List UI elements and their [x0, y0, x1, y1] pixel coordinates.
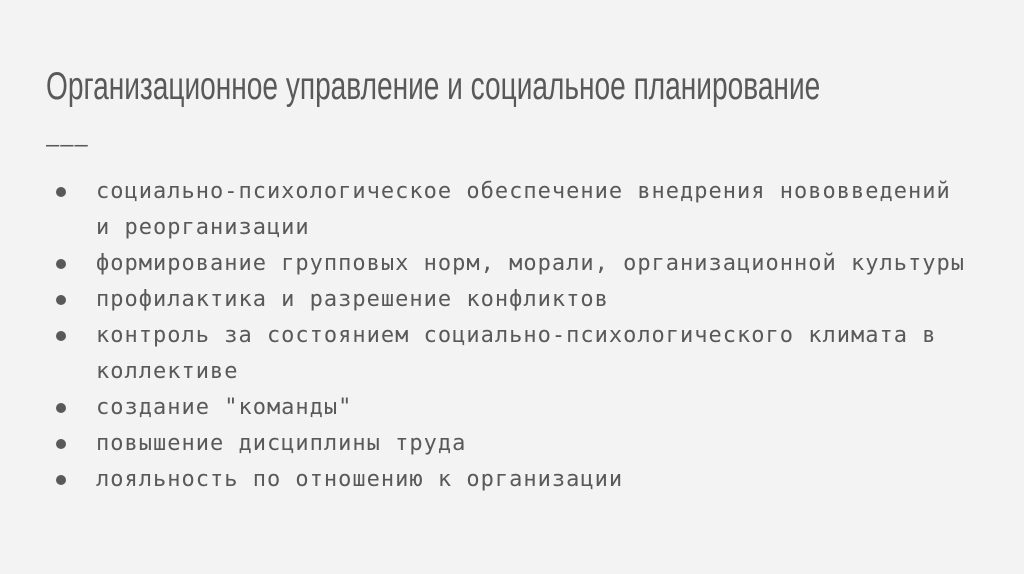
bullet-item	[46, 390, 976, 426]
bullet-item	[46, 174, 976, 246]
bullet-item	[46, 426, 976, 462]
bullet-icon	[46, 462, 96, 498]
title-divider: ———	[46, 133, 89, 158]
bullet-text: контроль за состоянием социально-психологического климата в коллективе	[96, 323, 937, 384]
bullet-item	[46, 282, 976, 318]
bullet-item	[46, 318, 976, 390]
bullet-text: повышение дисциплины труда	[96, 431, 467, 456]
bullet-icon	[46, 426, 96, 462]
bullet-icon	[46, 390, 96, 426]
bullet-text: профилактика и разрешение конфликтов	[96, 287, 609, 312]
bullet-text: социально-психологическое обеспечение внедрения нововведений и реорганизации	[96, 179, 951, 240]
bullet-list	[46, 174, 976, 498]
bullet-text: лояльность по отношению к организации	[96, 467, 624, 492]
bullet-item	[46, 462, 976, 498]
bullet-text: формирование групповых норм, морали, организационной культуры	[96, 251, 965, 276]
bullet-item	[46, 246, 976, 282]
bullet-text: создание "команды"	[96, 395, 353, 420]
bullet-icon	[46, 246, 96, 282]
slide-title: Организационное управление и социальное планирование	[46, 65, 821, 108]
bullet-icon	[46, 174, 96, 210]
bullet-icon	[46, 282, 96, 318]
bullet-icon	[46, 318, 96, 354]
